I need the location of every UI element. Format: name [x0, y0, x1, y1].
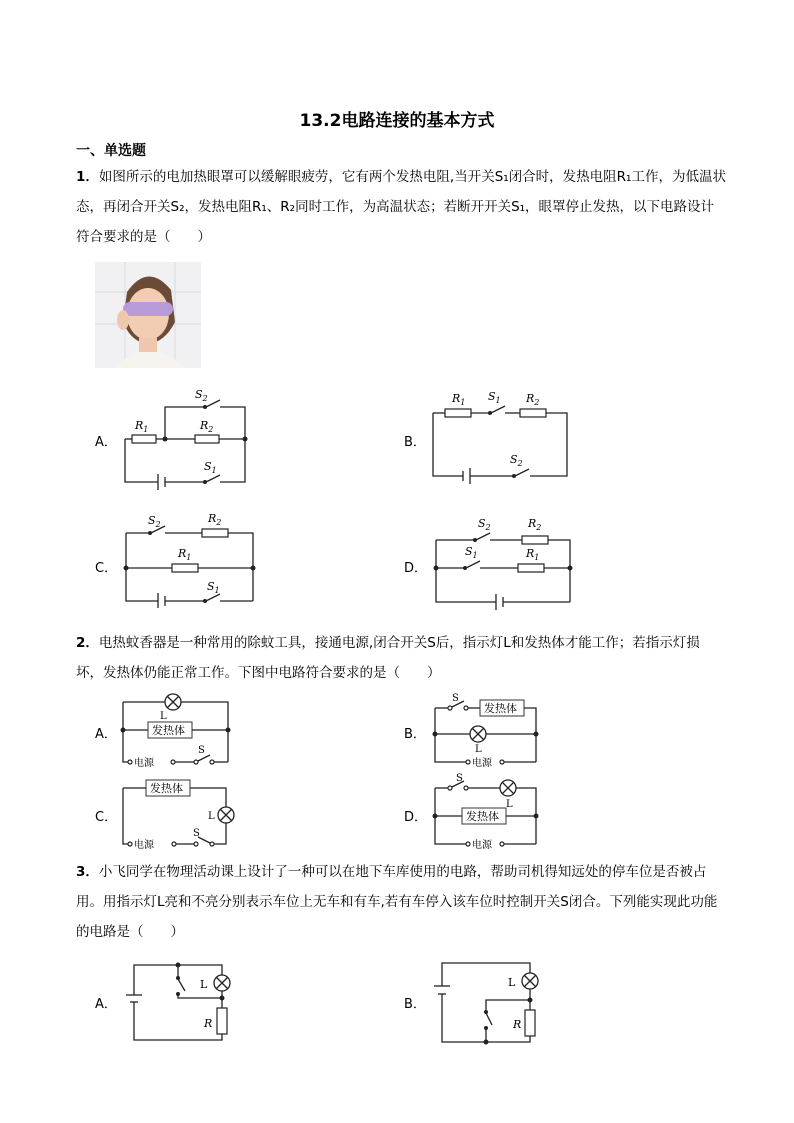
- s1-label: $S_1$: [204, 460, 217, 475]
- lamp-label: L: [208, 811, 215, 822]
- heater-label: 发热体: [466, 810, 499, 823]
- circuit-diagram-q1-d: [430, 510, 575, 610]
- power-label: 电源: [134, 840, 154, 851]
- question-text: 小飞同学在物理活动课上设计了一种可以在地下车库使用的电路，帮助司机得知远处的停车位是否被占用。用指示灯L亮和不亮分别表示车位上无车和有车,若有车停入该车位时控制开关S闭合。下列能实现此功能的电路是（ ）: [76, 864, 718, 940]
- circuit-diagram-q1-a: [120, 382, 255, 494]
- heater-label: 发热体: [150, 782, 183, 795]
- question-text: 如图所示的电加热眼罩可以缓解眼疲劳，它有两个发热电阻,当开关S₁闭合时，发热电阻R₁工作，为低温状态，再闭合开关S₂，发热电阻R₁、R₂同时工作，为高温状态；若断开开关S₁，眼罩停止发热，以下电路设计符合要求的是（ ）: [76, 169, 726, 245]
- option-d[interactable]: D．: [404, 810, 428, 825]
- s2-label: $S_2$: [195, 388, 208, 403]
- question-2: [76, 628, 726, 688]
- option-c[interactable]: C．: [95, 810, 118, 825]
- option-a[interactable]: A．: [95, 435, 117, 450]
- lamp-label: L: [200, 978, 208, 991]
- resistor-label: R: [513, 1018, 522, 1031]
- lamp-label: L: [475, 744, 482, 755]
- heater-label: 发热体: [152, 724, 185, 737]
- switch-label: S: [452, 693, 459, 704]
- eye-mask-photo-icon: [95, 262, 201, 368]
- option-a[interactable]: A．: [95, 997, 117, 1012]
- power-label: 电源: [134, 758, 154, 769]
- r1-label: $R_1$: [135, 419, 149, 434]
- circuit-diagram-q1-b: [430, 388, 570, 488]
- r1-label: $R_1$: [178, 547, 192, 562]
- lamp-label: L: [160, 711, 167, 722]
- option-c[interactable]: C．: [95, 561, 118, 576]
- circuit-diagram-q2-c: [118, 776, 243, 856]
- lamp-label: L: [508, 976, 516, 989]
- page-title: 13.2电路连接的基本方式: [299, 111, 495, 131]
- circuit-diagram-q1-c: [120, 508, 260, 608]
- power-label: 电源: [472, 840, 492, 851]
- r1-label: $R_1$: [452, 392, 466, 407]
- question-text: 电热蚊香器是一种常用的除蚊工具，接通电源,闭合开关S后，指示灯L和发热体才能工作；若指示灯损坏，发热体仍能正常工作。下图中电路符合要求的是（ ）: [76, 635, 700, 681]
- switch-label: S: [456, 773, 463, 784]
- option-b[interactable]: B．: [404, 727, 426, 742]
- eye-mask-photo: [95, 262, 201, 368]
- question-3: [76, 857, 726, 947]
- lamp-label: L: [506, 799, 513, 810]
- option-d[interactable]: D．: [404, 561, 428, 576]
- section-heading: 一、单选题: [76, 143, 146, 159]
- power-label: 电源: [472, 758, 492, 769]
- s1-label: $S_1$: [465, 545, 478, 560]
- circuit-diagram-q2-b: [430, 690, 542, 772]
- question-number: 2．: [76, 635, 99, 651]
- circuit-diagram-q3-b: [430, 958, 545, 1048]
- s2-label: $S_2$: [148, 514, 161, 529]
- r2-label: $R_2$: [528, 517, 542, 532]
- switch-label: S: [193, 828, 200, 839]
- option-a[interactable]: A．: [95, 727, 117, 742]
- s2-label: $S_2$: [478, 517, 491, 532]
- circuit-diagram-q2-a: [118, 690, 233, 770]
- s1-label: $S_1$: [488, 390, 501, 405]
- s2-label: $S_2$: [510, 453, 523, 468]
- circuit-diagram-q2-d: [430, 772, 542, 854]
- switch-label: S: [198, 745, 205, 756]
- question-number: 3．: [76, 864, 99, 880]
- r2-label: $R_2$: [200, 419, 214, 434]
- r1-label: $R_1$: [526, 547, 540, 562]
- r2-label: $R_2$: [526, 392, 540, 407]
- s1-label: $S_1$: [207, 580, 220, 595]
- option-b[interactable]: B．: [404, 997, 426, 1012]
- heater-label: 发热体: [484, 702, 517, 715]
- question-1: [76, 162, 726, 252]
- question-number: 1．: [76, 169, 99, 185]
- resistor-label: R: [204, 1017, 213, 1030]
- option-b[interactable]: B．: [404, 435, 426, 450]
- r2-label: $R_2$: [208, 512, 222, 527]
- circuit-diagram-q3-a: [120, 960, 235, 1045]
